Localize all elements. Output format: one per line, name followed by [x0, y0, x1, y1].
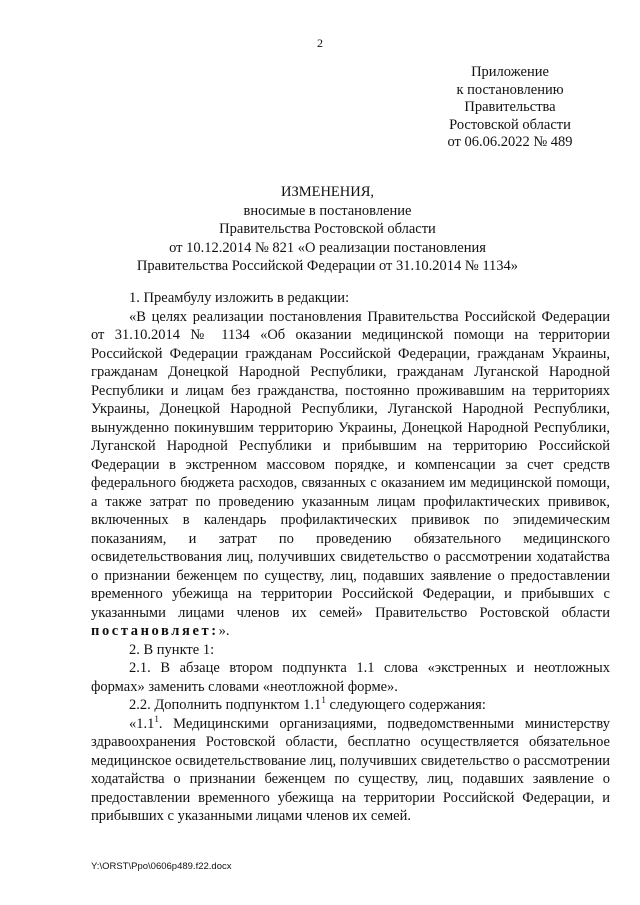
preamble-end: ».	[218, 623, 230, 639]
paragraph-4: 2.1. В абзаце втором подпункта 1.1 слова «экстренных и неотложных формах» заменить словами «неотложной форме».	[91, 660, 610, 695]
title-line: вносимые в постановление	[243, 202, 412, 219]
appendix-line: Приложение	[471, 64, 549, 80]
paragraph-6-text-end: . Медицинскими организациями, подведомственными министерству здравоохранения Ростовской области, бесплатно осуществляется обязательное медицинское освидетельствование лиц, получивших свидетельство о рассмотрении ходатайства о признании беженцем по существу, лиц, подавших заявление о предоставлении временного убежища на территории Российской Федерации, и прибывших с указанными лицами членов их семей.	[91, 715, 610, 824]
superscript: 1	[154, 713, 159, 724]
paragraph-5-text-end: следующего содержания:	[325, 697, 486, 713]
paragraph-5	[91, 696, 610, 715]
page-number: 2	[317, 36, 323, 50]
paragraph-3: 2. В пункте 1:	[129, 641, 215, 658]
preamble-text: «В целях реализации постановления Правительства Российской Федерации от 31.10.2014 № 1134 «Об оказании медицинской помощи на территории Российской Федерации гражданам Российской Федерации, гражданам Украины, гражданам Донецкой Народной Республики, гражданам Луганской Народной Республики и лицам без гражданства, постоянно проживавшим на территориях Украины, Донецкой Народной Республики, Луганской Народной Республики, вынужденно покинувшим территорию Украины, Донецкой Народной Республики, Луганской Народной Республики и прибывшим на территорию Российской Федерации в экстренном массовом порядке, и компенсации за счет средств федерального бюджета расходов, связанных с оказанием им медицинской помощи, а также затрат по проведению указанным лицам профилактических прививок, включенных в календарь профилактических прививок по эпидемическим показаниям, и затрат по проведению обязательного медицинского освидетельствования лиц, получивших свидетельство о рассмотрении ходатайства о признании беженцем по существу, лиц, подавших заявление о предоставлении временного убежища на территории Российской Федерации, и прибывших с указанными лицами членов их семей» Правительство Ростовской области	[91, 308, 610, 621]
appendix-line: Правительства	[464, 99, 556, 115]
file-path-footer: Y:\ORST\Ppo\0606p489.f22.docx	[91, 861, 232, 872]
superscript: 1	[321, 695, 326, 705]
title-line: Правительства Российской Федерации от 31.10.2014 № 1134»	[136, 258, 519, 274]
title-line: Правительства Ростовской области	[219, 221, 436, 237]
appendix-block	[430, 64, 590, 152]
appendix-line: к постановлению	[456, 81, 564, 98]
document-title	[60, 183, 595, 276]
paragraph-1: 1. Преамбулу изложить в редакции:	[129, 290, 350, 306]
paragraph-2	[91, 308, 610, 641]
paragraph-6-text: «1.1	[129, 715, 155, 732]
resolves-word: постановляет:	[91, 623, 219, 639]
appendix-line: Ростовской области	[449, 116, 571, 133]
document-body	[91, 289, 610, 826]
paragraph-5-text: 2.2. Дополнить подпунктом 1.1	[129, 697, 322, 713]
title-line: ИЗМЕНЕНИЯ,	[280, 184, 375, 200]
appendix-line: от 06.06.2022 № 489	[447, 134, 573, 150]
paragraph-6	[91, 715, 610, 826]
title-line: от 10.12.2014 № 821 «О реализации постановления	[169, 239, 486, 256]
